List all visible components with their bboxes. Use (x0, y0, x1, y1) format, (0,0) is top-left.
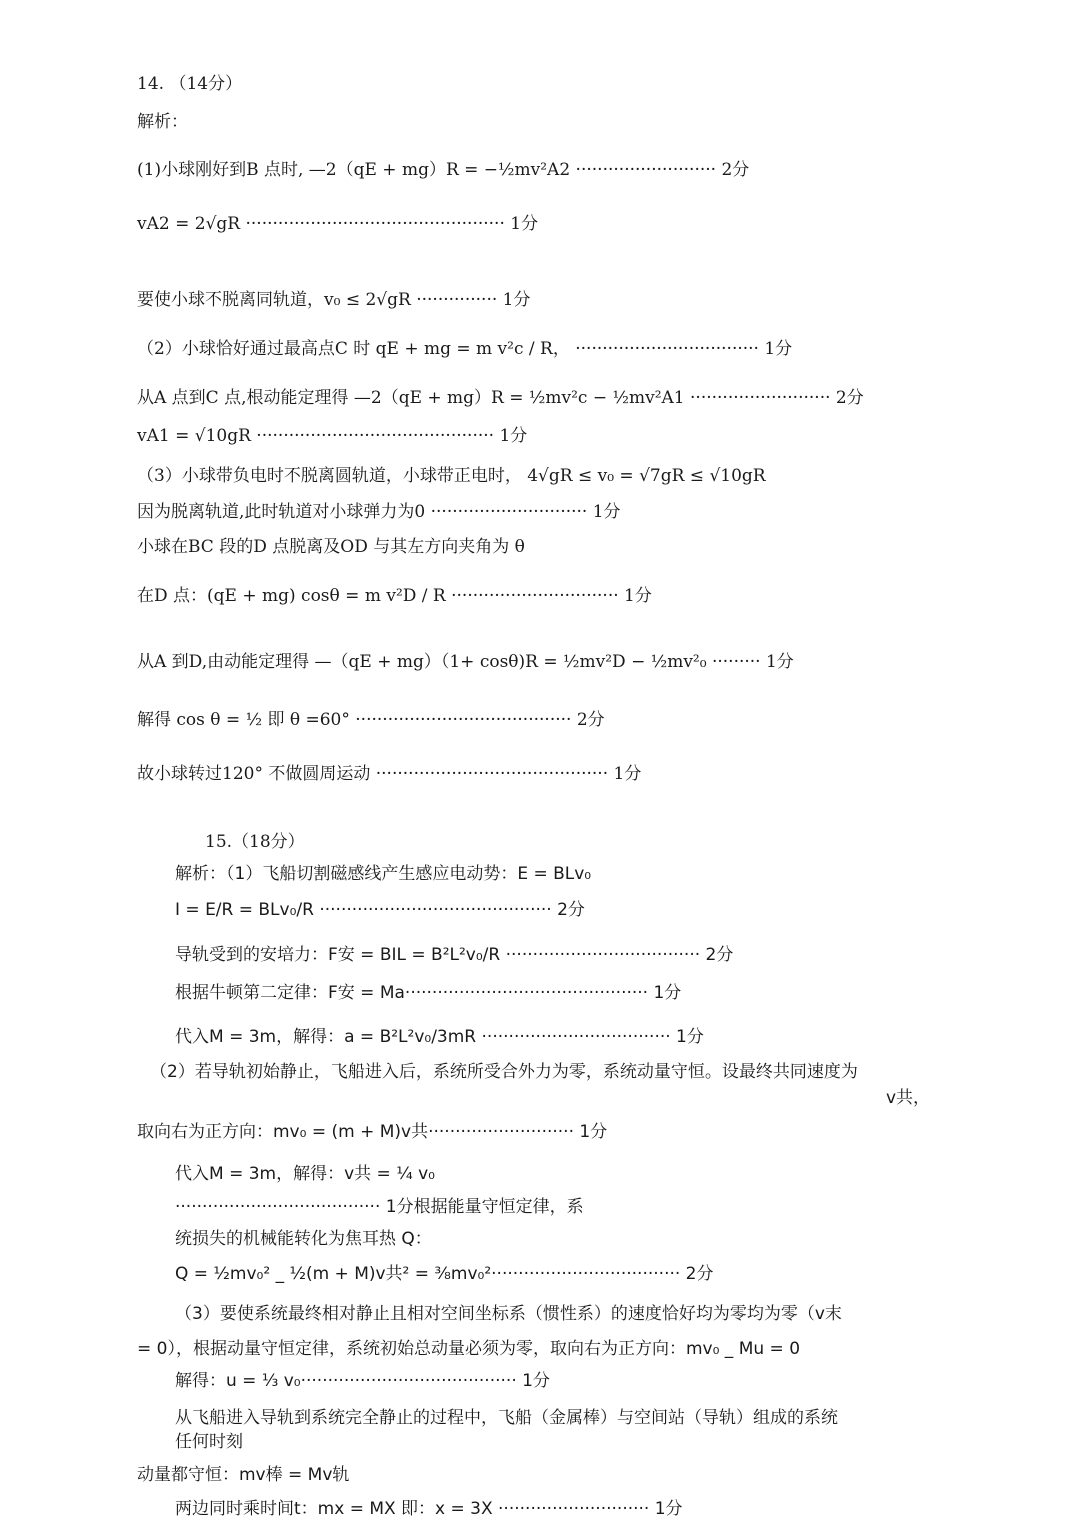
q15-line-18: 动量都守恒：mv棒 = Mv轨 (137, 1465, 350, 1485)
q14-line-4: （2）小球恰好通过最高点C 时 qE + mg = m v²c / R， ·································· 1分 (137, 339, 793, 359)
q15-title: 15.（18分） (205, 832, 305, 852)
q15-line-2: I = E/R = BLv₀/R ··········································· 2分 (175, 900, 585, 920)
q15-line-10: ······································ 1分根据能量守恒定律，系 (175, 1197, 584, 1217)
q14-title: 14. （14分） (137, 74, 243, 94)
q15-line-11: 统损失的机械能转化为焦耳热 Q： (175, 1229, 432, 1249)
q15-line-12: Q = ½mv₀² _ ½(m + M)v共² = ⅜mv₀²··································· 2分 (175, 1264, 714, 1284)
q15-line-6: （2）若导轨初始静止，飞船进入后，系统所受合外力为零，系统动量守恒。设最终共同速度为 (150, 1062, 858, 1082)
q15-line-15: 解得：u = ⅓ v₀········································ 1分 (175, 1371, 550, 1391)
q14-line-9: 小球在BC 段的D 点脱离及OD 与其左方向夹角为 θ (137, 537, 525, 557)
q14-line-7: （3）小球带负电时不脱离圆轨道，小球带正电时， 4√gR ≤ v₀ = √7gR ≤ √10gR (137, 466, 766, 486)
q14-line-13: 故小球转过120° 不做圆周运动 ··········································· 1分 (137, 764, 642, 784)
q14-line-1: (1)小球刚好到B 点时, —2（qE + mg）R = −½mv²A2 ·························· 2分 (137, 160, 750, 180)
q14-line-3: 要使小球不脱离同轨道，v₀ ≤ 2√gR ··············· 1分 (137, 290, 531, 310)
q15-line-4: 根据牛顿第二定律：F安 = Ma············································· 1分 (175, 983, 682, 1003)
q15-line-13: （3）要使系统最终相对静止且相对空间坐标系（惯性系）的速度恰好均为零均为零（v末 (175, 1304, 842, 1324)
q15-line-8: 取向右为正方向：mv₀ = (m + M)v共··························· 1分 (137, 1122, 608, 1142)
q14-line-12: 解得 cos θ = ½ 即 θ =60° ········································ 2分 (137, 710, 605, 730)
q14-jiexi: 解析： (137, 112, 188, 132)
q14-line-2: vA2 = 2√gR ················································ 1分 (137, 214, 539, 234)
q15-line-14: = 0），根据动量守恒定律，系统初始总动量必须为零，取向右为正方向：mv₀ _ Mu = 0 (137, 1339, 801, 1359)
q15-line-3: 导轨受到的安培力：F安 = BIL = B²L²v₀/R ···································· 2分 (175, 945, 734, 965)
q15-line-19: 两边同时乘时间t：mx = MX 即：x = 3X ···························· 1分 (175, 1499, 683, 1519)
q15-line-17: 任何时刻 (175, 1432, 243, 1452)
q15-line-16: 从飞船进入导轨到系统完全静止的过程中，飞船（金属棒）与空间站（导轨）组成的系统 (175, 1408, 838, 1428)
q15-line-7: v共， (886, 1088, 931, 1108)
q14-line-10: 在D 点：(qE + mg) cosθ = m v²D / R ······························· 1分 (137, 586, 652, 606)
q15-line-1: 解析：（1）飞船切割磁感线产生感应电动势：E = BLv₀ (175, 864, 592, 884)
q14-line-11: 从A 到D,由动能定理得 —（qE + mg）（1+ cosθ)R = ½mv²D − ½mv²₀ ········· 1分 (137, 652, 794, 672)
q14-line-5: 从A 点到C 点,根动能定理得 —2（qE + mg）R = ½mv²c − ½mv²A1 ·························· 2分 (137, 388, 864, 408)
q15-line-5: 代入M = 3m，解得：a = B²L²v₀/3mR ··································· 1分 (175, 1027, 704, 1047)
q15-line-9: 代入M = 3m，解得：v共 = ¼ v₀ (175, 1164, 435, 1184)
q14-line-8: 因为脱离轨道,此时轨道对小球弹力为0 ····························· 1分 (137, 502, 621, 522)
q14-line-6: vA1 = √10gR ············································ 1分 (137, 426, 528, 446)
